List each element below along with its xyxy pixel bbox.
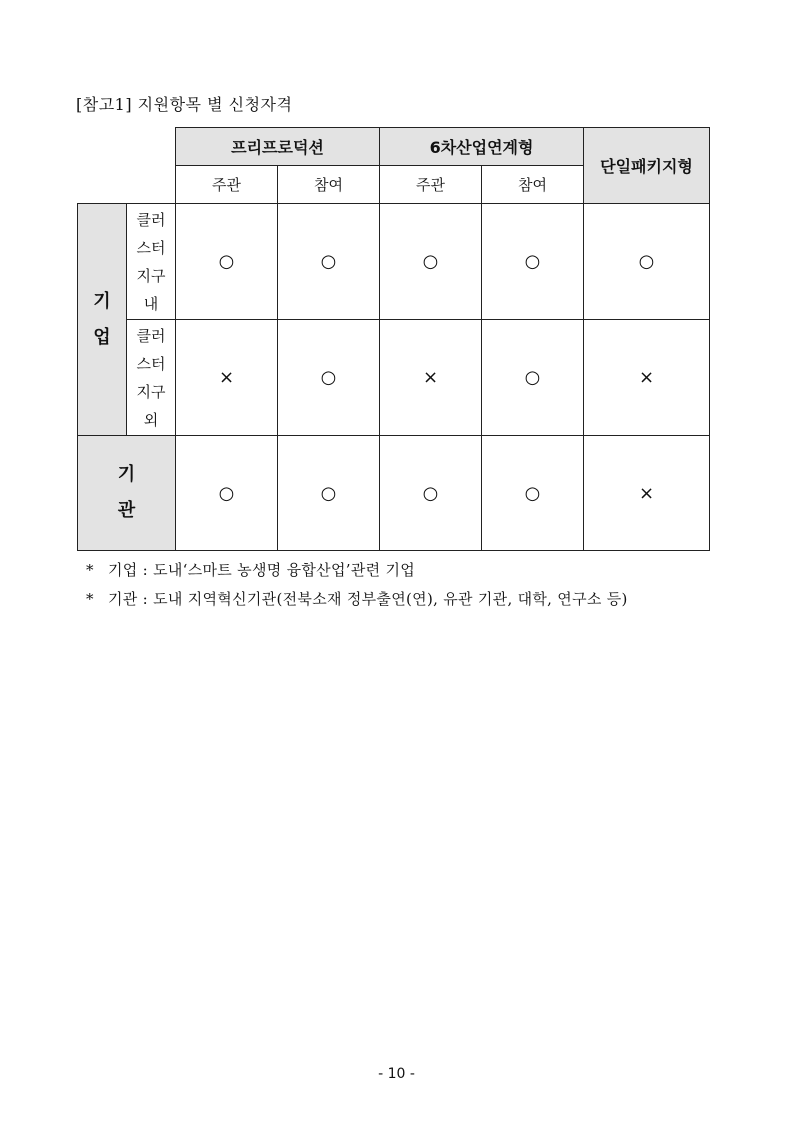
- corner-cell: [78, 128, 176, 204]
- side-label-enterprise: 기업: [78, 204, 127, 436]
- mark-cell: ○: [176, 436, 278, 551]
- mark-cell: ○: [278, 436, 380, 551]
- subheader-lead: 주관: [176, 166, 278, 204]
- mark-cell: ×: [584, 320, 710, 436]
- category-cluster-outside: 클러스터지구외: [127, 320, 176, 436]
- mark-cell: ○: [278, 204, 380, 320]
- mark-cell: ○: [482, 320, 584, 436]
- mark-cell: ○: [278, 320, 380, 436]
- page-number: - 10 -: [378, 1066, 415, 1082]
- mark-cell: ○: [482, 204, 584, 320]
- mark-cell: ○: [176, 204, 278, 320]
- footnote-text: 기관 : 도내 지역혁신기관(전북소재 정부출연(연), 유관 기관, 대학, 연구소 등): [108, 590, 628, 608]
- mark-cell: ○: [482, 436, 584, 551]
- footnotes: [86, 556, 628, 614]
- category-cluster-inside: 클러스터지구내: [127, 204, 176, 320]
- footnote-institution: [86, 585, 628, 614]
- footnote-bullet: *: [86, 561, 94, 579]
- subheader-participant: 참여: [482, 166, 584, 204]
- header-6th-industry: 6차산업연계형: [380, 128, 584, 166]
- mark-cell: ×: [380, 320, 482, 436]
- mark-cell: ○: [584, 204, 710, 320]
- table-row: [78, 320, 710, 436]
- page-title: [참고1] 지원항목 별 신청자격: [76, 95, 293, 114]
- side-label-institution: 기관: [78, 436, 176, 551]
- table-row: [78, 204, 710, 320]
- footnote-enterprise: [86, 556, 628, 585]
- header-preproduction: 프리프로덕션: [176, 128, 380, 166]
- eligibility-table: [77, 127, 710, 551]
- footnote-bullet: *: [86, 590, 94, 608]
- footnote-text: 기업 : 도내‘스마트 농생명 융합산업’관련 기업: [108, 561, 416, 579]
- subheader-lead: 주관: [380, 166, 482, 204]
- table-row: [78, 436, 710, 551]
- mark-cell: ○: [380, 204, 482, 320]
- subheader-participant: 참여: [278, 166, 380, 204]
- mark-cell: ×: [176, 320, 278, 436]
- mark-cell: ×: [584, 436, 710, 551]
- header-single-package: 단일패키지형: [584, 128, 710, 204]
- mark-cell: ○: [380, 436, 482, 551]
